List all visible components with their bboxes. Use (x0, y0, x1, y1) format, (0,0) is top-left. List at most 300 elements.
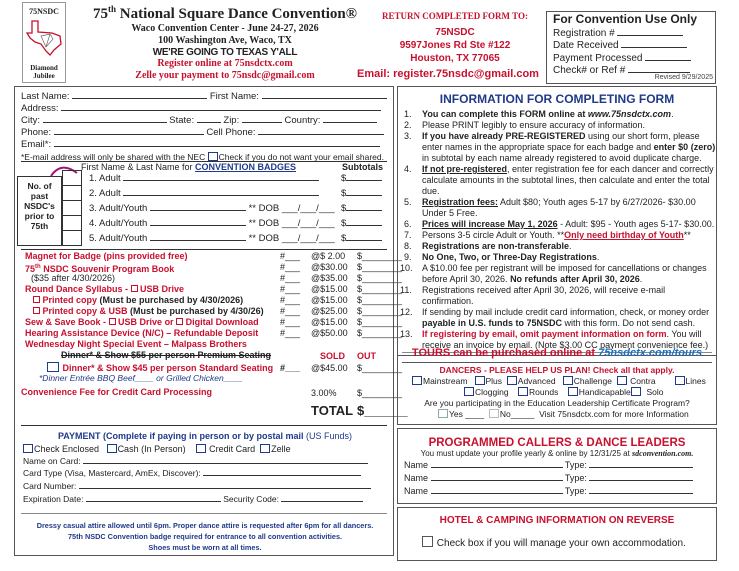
subtotal-input[interactable]: $________ (357, 251, 403, 261)
own-accommodation-checkbox[interactable] (422, 536, 433, 547)
phone-input[interactable] (54, 126, 204, 135)
label: No_____ (499, 409, 535, 419)
subtotal-input[interactable] (346, 172, 382, 181)
convention-use-title: For Convention Use Only (553, 12, 698, 26)
expiration-input[interactable] (86, 493, 221, 502)
info-item (398, 120, 716, 131)
info-item (398, 230, 716, 241)
b: You can complete this FORM online at (422, 109, 588, 119)
address-input[interactable] (61, 102, 381, 111)
info-item (398, 109, 716, 120)
t: . You will receive an invoice by email. (Note $3.00 CC payment convenience fee.) (422, 329, 709, 350)
state-label: State: (169, 115, 195, 126)
elcp-question: Are you participating in the Education Leadership Certificate Program? (424, 398, 690, 408)
standard-qty-input[interactable]: #___ (280, 363, 301, 373)
email-note: *E-mail address will only be shared with the NEC (21, 152, 206, 162)
own-accommodation-label: Check box if you will manage your own accommodation. (436, 538, 686, 549)
special-event-title: Wednesday Night Special Event – Malpass Brothers (25, 339, 247, 349)
printed-checkbox[interactable] (33, 296, 40, 303)
num: 3. (404, 131, 412, 141)
label: Solo (646, 387, 664, 397)
city-input[interactable] (43, 114, 167, 123)
mainstream-checkbox[interactable] (412, 376, 422, 385)
info-item (398, 164, 716, 197)
r: If registering by email, omit payment information on form (422, 329, 667, 339)
item-program-book: 75th NSDC Souvenir Program Book (25, 264, 175, 274)
dollar: $ (341, 218, 347, 229)
label: Plus (485, 376, 503, 386)
slogan: WE'RE GOING TO TEXAS Y'ALL (152, 47, 298, 58)
phone-row (21, 126, 389, 138)
b: enter $0 (zero) (653, 142, 716, 152)
t: , enter registration fee for each dancer and correctly calculate amounts in the subtotal lines, then calculate and enter the total due. (422, 164, 714, 196)
name-on-card-input[interactable] (83, 455, 368, 464)
email-optout-checkbox[interactable] (208, 152, 218, 161)
texas-diamond-icon (24, 18, 64, 56)
qty-input[interactable]: #___ (280, 273, 301, 283)
caller-row (404, 459, 716, 471)
b: No refunds after April 30, 2026 (510, 274, 640, 284)
convenience-fee-label: Convenience Fee for Credit Card Processing (21, 387, 213, 397)
label: Expiration Date: (23, 494, 84, 504)
caller-name-input[interactable] (431, 485, 563, 494)
badge-name-input[interactable] (150, 202, 246, 211)
b: If not pre-registered (422, 164, 508, 174)
t: A $10.00 fee per registrant will be imposed for cancellations or changes before April 30, 2026. (422, 263, 707, 284)
opt: USB Drive or (118, 317, 177, 327)
return-heading: RETURN COMPLETED FORM TO: (382, 11, 528, 21)
email-label: Email*: (21, 139, 52, 150)
dollar: $ (341, 173, 347, 184)
info-title: INFORMATION FOR COMPLETING FORM (439, 92, 675, 106)
b: If you have already PRE-REGISTERED (422, 131, 586, 141)
standard-subtotal-input[interactable]: $________ (357, 363, 403, 373)
qty-input[interactable]: #___ (280, 262, 301, 272)
qty-input[interactable]: #___ (280, 317, 301, 327)
city-row (21, 114, 389, 126)
item-hearing-device: Hearing Assistance Device (N/C) – Refundable Deposit (25, 328, 259, 338)
t: . (596, 252, 600, 262)
last-name-input[interactable] (72, 90, 207, 99)
badge-row (89, 217, 389, 232)
logo (22, 2, 66, 83)
subtotals-heading: Subtotals (342, 162, 384, 172)
num: 8. (404, 241, 412, 251)
badge-name-input[interactable] (123, 172, 319, 181)
num: 11. (400, 285, 412, 295)
address-label: Address: (21, 103, 59, 114)
card-number-row (23, 480, 395, 493)
badge-rows (89, 172, 389, 247)
badge-label: 5. Adult/Youth (89, 233, 148, 244)
card-type-row (23, 467, 395, 480)
venue: Waco Convention Center - June 24-27, 2026 (131, 23, 319, 34)
past-nsdc-label: No. of past NSDC's prior to 75th (17, 176, 62, 246)
t: . (569, 241, 572, 251)
t: If sending by mail include credit card information, check, or money order (422, 307, 710, 317)
t: . (639, 274, 643, 284)
download-checkbox[interactable] (176, 318, 183, 325)
label: Registration # (553, 27, 615, 39)
address-row (21, 102, 389, 114)
payment-section (15, 431, 395, 506)
callers-title: PROGRAMMED CALLERS & DANCE LEADERS (428, 437, 686, 449)
cell-input[interactable] (258, 126, 384, 135)
info-item (398, 131, 716, 164)
subtotal-input[interactable]: $________ (357, 306, 403, 316)
register-online-link[interactable]: Register online at 75nsdctx.com (157, 58, 293, 69)
item-magnet: Magnet for Badge (pins provided free) (25, 251, 188, 261)
attire-note: Dressy casual attire allowed until 6pm. Proper dance attire is requested after 6pm for all dancers. (36, 521, 374, 530)
label: Name (404, 473, 429, 483)
handicapable-checkbox[interactable] (568, 387, 578, 396)
hotel-title: HOTEL & CAMPING INFORMATION ON REVERSE (439, 515, 675, 526)
plus-checkbox[interactable] (475, 376, 485, 385)
badge-row (89, 172, 389, 187)
subtotal (341, 232, 382, 244)
caller-type-input[interactable] (589, 472, 693, 481)
first-name-label: First Name: (209, 91, 259, 102)
zelle-info: Zelle your payment to 75nsdc@gmail.com (135, 70, 315, 81)
past-nsdc-box[interactable] (63, 186, 81, 201)
item-syllabus-printed (33, 295, 243, 306)
label: Check# or Ref # (553, 65, 626, 76)
standard-bold: Standard Seating (199, 363, 274, 373)
rounds-checkbox[interactable] (518, 387, 528, 396)
printed-usb-checkbox[interactable] (33, 307, 40, 314)
subtotal-input[interactable] (346, 202, 382, 211)
past-nsdc-box[interactable] (63, 201, 81, 216)
option-label: Credit Card (209, 444, 256, 454)
price: @$ 2.00 (311, 251, 346, 261)
zelle-checkbox[interactable] (260, 444, 270, 453)
label: Printed copy & USB (42, 306, 128, 316)
qty-input[interactable]: #___ (280, 251, 301, 261)
dinner-entree: *Dinner Entrée BBQ Beef____ or Grilled Chicken____ (39, 373, 243, 383)
subtotal-input[interactable] (346, 187, 382, 196)
convention-title (80, 4, 370, 23)
callers-panel (397, 428, 717, 504)
zip-input[interactable] (242, 114, 282, 123)
tours-line (398, 347, 716, 359)
qty-input[interactable]: #___ (280, 295, 301, 305)
attire-note: Shoes must be worn at all times. (148, 543, 262, 552)
total-label: TOTAL (311, 403, 354, 418)
label: Name on Card: (23, 456, 81, 466)
lines-checkbox[interactable] (675, 376, 685, 385)
dance-types-row-1 (412, 376, 716, 387)
num: 6. (404, 219, 412, 229)
num: 9. (404, 252, 412, 262)
total-input[interactable]: $______ (357, 403, 408, 418)
badge-label: 1. Adult (89, 173, 121, 184)
label: Sew & Save Book - (25, 317, 109, 327)
info-list (398, 109, 716, 351)
return-street: 9597Jones Rd Ste #122 (399, 40, 511, 51)
label: Payment Processed (553, 52, 643, 64)
standard-price: @$45.00 (311, 363, 348, 373)
num: 7. (404, 230, 412, 240)
city-label: City: (21, 115, 40, 126)
b: Registrations are non-transferable (422, 241, 570, 251)
clogging-checkbox[interactable] (464, 387, 474, 396)
num: 12. (400, 307, 413, 317)
num: 2. (404, 120, 412, 130)
country-label: Country: (284, 115, 321, 126)
t: Registrations received after April 30, 2026, will receive e-mail confirmation. (422, 285, 666, 306)
label: Type: (564, 486, 587, 496)
first-name-input[interactable] (262, 90, 387, 99)
t: in subtotal by each name already registered to avoid duplicate charge. (422, 153, 702, 163)
return-org: 75NSDC (435, 27, 475, 38)
tours-link[interactable]: 75nsdctx.com/tours (598, 347, 703, 359)
t: with this form. Do not send cash. (562, 318, 696, 328)
t: using our short form, please enter names in the appropriate space for each badge and (422, 131, 700, 152)
b: Registration fees: (422, 197, 499, 207)
card-type-input[interactable] (203, 467, 361, 476)
email-input[interactable] (54, 138, 380, 147)
label: Date Received (553, 40, 619, 51)
subtotal-column (357, 251, 402, 339)
label: Clogging (475, 387, 509, 397)
logo-bottom-text-2: Jubilee (33, 72, 55, 80)
t: Persons 3-5 circle Adult or Youth. ** (422, 230, 565, 240)
attire-notes (15, 520, 395, 553)
info-item (398, 252, 716, 263)
usb-checkbox[interactable] (109, 318, 116, 325)
dob-field: ** DOB ___/___/___ (248, 203, 335, 214)
subtotal-input[interactable]: $________ (357, 328, 403, 338)
return-email: Email: register.75nsdc@gmail.com (357, 68, 539, 80)
t: Please PRINT legibly to ensure accuracy of information. (422, 120, 645, 130)
header (80, 4, 370, 82)
badge-row (89, 187, 389, 202)
dance-types-row-2 (464, 387, 716, 398)
dob-field: ** DOB ___/___/___ (248, 218, 335, 229)
item-sew-save (25, 317, 259, 328)
price: @$15.00 (311, 295, 348, 305)
num: 13. (400, 329, 413, 339)
info-item (398, 285, 716, 307)
cash-checkbox[interactable] (107, 444, 117, 453)
logo-top-text: 75NSDC (29, 7, 59, 16)
advanced-checkbox[interactable] (507, 376, 517, 385)
badge-name-input[interactable] (150, 232, 246, 241)
standard-pre: Dinner* & Show $45 per person (62, 363, 200, 373)
option-label: Check Enclosed (34, 444, 100, 454)
label: Contra (630, 376, 656, 386)
subtotal (341, 217, 382, 229)
price: @$25.00 (311, 306, 348, 316)
info-item (398, 263, 716, 285)
return-city: Houston, TX 77065 (410, 53, 500, 64)
price: @$15.00 (311, 317, 348, 327)
fee-percent: 3.00% (311, 388, 337, 398)
past-nsdc-box[interactable] (63, 171, 81, 186)
item-program-book-late: ($35 after 4/30/2026) (31, 273, 116, 283)
badges-heading-text: First Name & Last Name for (81, 162, 196, 172)
t: . (671, 109, 674, 119)
note: You must update your profile yearly & online by 12/31/25 at (420, 449, 633, 458)
venue-address: 100 Washington Ave, Waco, TX (158, 35, 292, 46)
country-input[interactable] (323, 114, 377, 123)
phone-label: Phone: (21, 127, 52, 138)
state-input[interactable] (197, 114, 221, 123)
label: Advanced (517, 376, 556, 386)
price: @$50.00 (311, 328, 348, 338)
dancers-panel (397, 347, 717, 425)
fee-subtotal-input[interactable]: $________ (357, 388, 403, 398)
info-item (398, 307, 716, 329)
badge-name-input[interactable] (123, 187, 319, 196)
dollar: $ (341, 233, 347, 244)
subtotal-input[interactable]: $________ (357, 262, 403, 272)
label: Handicapable (578, 387, 631, 397)
subtotal-input[interactable] (346, 217, 382, 226)
own-accommodation-row (422, 536, 716, 549)
opt: USB Drive (140, 284, 185, 294)
num: 5. (404, 197, 412, 207)
zip-label: Zip: (223, 115, 240, 126)
dancers-heading: DANCERS - PLEASE HELP US PLAN! Check all that apply. (439, 365, 675, 375)
subtotal-input[interactable]: $________ (357, 284, 403, 294)
title-sup: th (108, 4, 117, 14)
dob-field: ** DOB ___/___/___ (248, 233, 335, 244)
caller-type-input[interactable] (589, 485, 693, 494)
subtotal (341, 187, 382, 199)
premium-seating: Dinner* & Show $55 per person Premium Seating (61, 350, 272, 360)
payment-heading (15, 431, 395, 442)
security-code-input[interactable] (281, 493, 363, 502)
payment-processed-field[interactable] (553, 52, 709, 65)
email-row (21, 138, 389, 150)
elcp-answers (438, 409, 716, 420)
caller-row (404, 472, 716, 484)
no-checkbox[interactable] (489, 409, 499, 418)
past-nsdc-box[interactable] (63, 216, 81, 231)
caller-row (404, 485, 716, 497)
b: Prices will increase May 1, 2026 (422, 219, 558, 229)
subtotal-input[interactable]: $________ (357, 295, 403, 305)
info-panel (397, 86, 717, 356)
label: Rounds (529, 387, 559, 397)
label: Name (404, 486, 429, 496)
check-enclosed-checkbox[interactable] (23, 444, 33, 453)
b: payable in U.S. funds to 75NSDC (422, 318, 563, 328)
subtotal (341, 202, 382, 214)
qty-input[interactable]: #___ (280, 306, 301, 316)
past-nsdc-boxes (62, 170, 82, 246)
standard-seating-checkbox[interactable] (47, 362, 59, 372)
callers-note (398, 449, 716, 458)
return-address (357, 10, 550, 81)
label: Challenge (573, 376, 612, 386)
website: www.75nsdctx.com (587, 109, 672, 119)
badges-heading-link: CONVENTION BADGES (195, 162, 297, 172)
dollar: $ (341, 188, 347, 199)
num: 4. (404, 164, 412, 174)
out-label: OUT (357, 351, 376, 361)
option-label: Zelle (271, 444, 291, 454)
b: No One, Two, or Three-Day Registrations (422, 252, 597, 262)
tours-text: TOURS can be purchased online at (411, 347, 599, 359)
badge-label: 2. Adult (89, 188, 121, 199)
price-column (311, 251, 348, 339)
usb-checkbox[interactable] (131, 285, 138, 292)
registration-number-field[interactable] (553, 27, 709, 40)
subtotal-input[interactable]: $________ (357, 317, 403, 327)
label: Card Number: (23, 481, 77, 491)
site: sdconvention.com. (632, 449, 694, 458)
option-label: Cash (In Person) (117, 444, 186, 454)
info-item (398, 197, 716, 219)
revised-date: Revised 9/29/2025 (654, 73, 713, 81)
card-number-input[interactable] (79, 480, 371, 489)
caller-type-input[interactable] (589, 459, 693, 468)
title-num: 75 (93, 6, 109, 22)
sold-label: SOLD (320, 351, 346, 361)
badge-row (89, 232, 389, 247)
past-nsdc-box[interactable] (63, 231, 81, 246)
note: (Must be purchased by 4/30/26) (127, 306, 264, 316)
label: Yes ____ (449, 409, 485, 419)
r: Only need birthday of Youth (564, 230, 684, 240)
qty-input[interactable]: #___ (280, 328, 301, 338)
label: Name (404, 460, 429, 470)
cell-label: Cell Phone: (206, 127, 256, 138)
subtotal-input[interactable] (346, 232, 382, 241)
payment-heading-suffix: (US Funds) (303, 431, 353, 441)
solo-checkbox[interactable] (631, 387, 641, 396)
num: 1. (404, 109, 412, 119)
badge-name-input[interactable] (150, 217, 246, 226)
label: Printed copy (42, 295, 98, 305)
contact-section (21, 90, 389, 163)
t: Adult $80; Youth ages 5-17 by 6/27/2026- $30.00 Under 5 Free. (422, 197, 696, 218)
info-item (398, 241, 716, 252)
label: Mainstream (423, 376, 468, 386)
challenge-checkbox[interactable] (563, 376, 573, 385)
attire-note: 75th NSDC Convention badge required for entrance to all convention activities. (67, 532, 343, 541)
subtotal-input[interactable]: $________ (357, 273, 403, 283)
title-rest: National Square Dance Convention® (116, 6, 357, 22)
payment-options (23, 444, 395, 455)
qty-input[interactable]: #___ (280, 284, 301, 294)
last-name-label: Last Name: (21, 91, 70, 102)
visit-info: Visit 75nsdctx.com for more Information (539, 409, 689, 419)
price: @$30.00 (311, 262, 348, 272)
contra-checkbox[interactable] (617, 376, 627, 385)
label: Type: (564, 460, 587, 470)
logo-bottom-text: Diamond (30, 64, 58, 72)
email-optout-label: Check if you do not want your email shared. (218, 152, 384, 162)
date-received-field[interactable] (553, 39, 709, 52)
caller-name-input[interactable] (431, 472, 563, 481)
label: Card Type (Visa, Mastercard, AmEx, Discover): (23, 468, 201, 478)
dollar: $ (341, 203, 347, 214)
hotel-panel (397, 507, 717, 561)
price: @$35.00 (311, 273, 348, 283)
yes-checkbox[interactable] (438, 409, 448, 418)
credit-card-checkbox[interactable] (196, 444, 206, 453)
note: (Must be purchased by 4/30/2026) (97, 295, 244, 305)
caller-name-input[interactable] (431, 459, 563, 468)
badge-label: 4. Adult/Youth (89, 218, 148, 229)
payment-heading-text: PAYMENT (Complete if paying in person or by postal mail (57, 431, 304, 441)
item-syllabus (25, 284, 184, 295)
label: Round Dance Syllabus - (25, 284, 131, 294)
label: Lines (685, 376, 706, 386)
